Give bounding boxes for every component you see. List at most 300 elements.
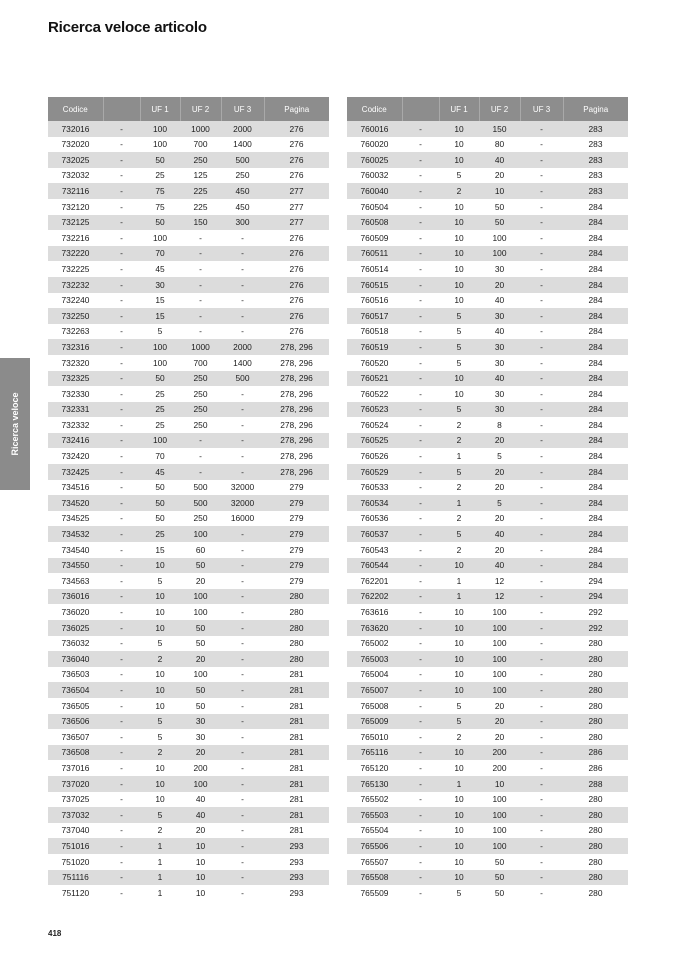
cell-codice: 732025 [48, 152, 103, 168]
table-row [347, 526, 628, 542]
cell-uf1: 10 [439, 620, 479, 636]
cell-blank: - [103, 885, 140, 901]
cell-uf1: 5 [439, 168, 479, 184]
cell-codice: 736507 [48, 729, 103, 745]
cell-uf3: - [520, 667, 563, 683]
cell-uf2: 50 [479, 885, 520, 901]
cell-uf2: 200 [180, 760, 221, 776]
cell-codice: 737020 [48, 776, 103, 792]
cell-uf3: - [221, 682, 264, 698]
cell-uf1: 10 [439, 230, 479, 246]
cell-uf2: 100 [479, 246, 520, 262]
cell-codice: 751016 [48, 838, 103, 854]
cell-blank: - [402, 729, 439, 745]
cell-uf1: 100 [140, 339, 180, 355]
table-row [48, 261, 329, 277]
cell-uf1: 10 [439, 636, 479, 652]
cell-codice: 732332 [48, 417, 103, 433]
cell-codice: 765008 [347, 698, 402, 714]
cell-uf2: - [180, 308, 221, 324]
cell-uf1: 5 [439, 698, 479, 714]
cell-uf3: - [221, 277, 264, 293]
cell-codice: 736025 [48, 620, 103, 636]
cell-pagina: 284 [563, 199, 628, 215]
table-row [48, 121, 329, 137]
header-codice: Codice [347, 97, 402, 121]
cell-pagina: 284 [563, 480, 628, 496]
table-row [48, 589, 329, 605]
cell-uf1: 1 [140, 838, 180, 854]
cell-blank: - [103, 433, 140, 449]
cell-uf3: 32000 [221, 480, 264, 496]
cell-blank: - [103, 558, 140, 574]
cell-uf3: 1400 [221, 137, 264, 153]
cell-uf3: 16000 [221, 511, 264, 527]
cell-uf2: 100 [479, 807, 520, 823]
cell-uf2: 20 [479, 277, 520, 293]
cell-uf2: 10 [180, 854, 221, 870]
cell-codice: 732240 [48, 293, 103, 309]
cell-uf1: 45 [140, 464, 180, 480]
cell-uf1: 5 [439, 402, 479, 418]
cell-pagina: 284 [563, 261, 628, 277]
cell-uf2: 100 [479, 604, 520, 620]
cell-blank: - [402, 152, 439, 168]
cell-pagina: 293 [264, 838, 329, 854]
cell-uf2: - [180, 324, 221, 340]
cell-codice: 732325 [48, 371, 103, 387]
cell-pagina: 280 [563, 823, 628, 839]
cell-uf1: 75 [140, 199, 180, 215]
table-row [48, 511, 329, 527]
cell-uf3: - [520, 277, 563, 293]
cell-uf1: 10 [439, 121, 479, 137]
cell-uf1: 5 [439, 526, 479, 542]
table-row [347, 417, 628, 433]
cell-blank: - [402, 667, 439, 683]
cell-pagina: 281 [264, 776, 329, 792]
cell-codice: 765009 [347, 714, 402, 730]
table-header-row [48, 97, 329, 121]
cell-uf3: - [520, 823, 563, 839]
cell-pagina: 283 [563, 137, 628, 153]
table-row [48, 776, 329, 792]
cell-pagina: 279 [264, 511, 329, 527]
cell-codice: 732032 [48, 168, 103, 184]
cell-uf2: 40 [479, 526, 520, 542]
cell-uf1: 5 [439, 714, 479, 730]
cell-uf1: 10 [140, 558, 180, 574]
cell-uf2: 250 [180, 402, 221, 418]
cell-codice: 760508 [347, 215, 402, 231]
cell-uf2: 200 [479, 760, 520, 776]
cell-codice: 760517 [347, 308, 402, 324]
cell-pagina: 276 [264, 121, 329, 137]
cell-uf3: - [520, 402, 563, 418]
cell-blank: - [402, 885, 439, 901]
cell-codice: 760509 [347, 230, 402, 246]
cell-blank: - [103, 215, 140, 231]
cell-codice: 736032 [48, 636, 103, 652]
cell-codice: 765120 [347, 760, 402, 776]
cell-uf3: - [221, 246, 264, 262]
cell-pagina: 281 [264, 792, 329, 808]
cell-uf1: 50 [140, 215, 180, 231]
cell-uf1: 10 [439, 199, 479, 215]
table-row [48, 308, 329, 324]
cell-blank: - [402, 823, 439, 839]
cell-uf2: 5 [479, 448, 520, 464]
table-row [48, 480, 329, 496]
cell-pagina: 278, 296 [264, 355, 329, 371]
cell-uf3: - [221, 604, 264, 620]
cell-uf2: 20 [479, 542, 520, 558]
cell-uf3: - [221, 760, 264, 776]
cell-uf3: - [221, 308, 264, 324]
cell-uf2: 125 [180, 168, 221, 184]
cell-uf1: 100 [140, 433, 180, 449]
table-row [347, 386, 628, 402]
cell-pagina: 280 [563, 870, 628, 886]
cell-uf2: 30 [479, 386, 520, 402]
cell-uf1: 10 [439, 261, 479, 277]
cell-pagina: 280 [563, 636, 628, 652]
cell-blank: - [103, 542, 140, 558]
cell-pagina: 279 [264, 480, 329, 496]
cell-blank: - [402, 402, 439, 418]
cell-uf3: - [520, 168, 563, 184]
cell-uf2: - [180, 433, 221, 449]
cell-blank: - [402, 261, 439, 277]
cell-blank: - [402, 137, 439, 153]
cell-uf1: 2 [140, 745, 180, 761]
cell-uf1: 2 [439, 542, 479, 558]
table-row [48, 729, 329, 745]
cell-uf2: 30 [479, 261, 520, 277]
cell-uf2: 50 [180, 620, 221, 636]
cell-uf1: 10 [439, 807, 479, 823]
cell-codice: 760526 [347, 448, 402, 464]
cell-uf1: 10 [439, 870, 479, 886]
cell-blank: - [103, 417, 140, 433]
page-title: Ricerca veloce articolo [48, 19, 207, 36]
cell-blank: - [103, 324, 140, 340]
table-row [48, 371, 329, 387]
cell-pagina: 283 [563, 168, 628, 184]
cell-uf2: 20 [180, 651, 221, 667]
table-row [347, 682, 628, 698]
cell-uf2: 8 [479, 417, 520, 433]
cell-pagina: 284 [563, 495, 628, 511]
cell-uf2: 10 [180, 885, 221, 901]
table-row [48, 636, 329, 652]
cell-pagina: 284 [563, 464, 628, 480]
cell-blank: - [103, 246, 140, 262]
cell-pagina: 284 [563, 542, 628, 558]
cell-uf2: 30 [479, 339, 520, 355]
table-row [347, 293, 628, 309]
cell-uf2: 150 [180, 215, 221, 231]
cell-codice: 732425 [48, 464, 103, 480]
cell-blank: - [103, 339, 140, 355]
cell-uf1: 25 [140, 526, 180, 542]
cell-codice: 732116 [48, 183, 103, 199]
cell-uf3: 500 [221, 152, 264, 168]
cell-uf3: - [520, 838, 563, 854]
cell-blank: - [103, 760, 140, 776]
cell-codice: 734525 [48, 511, 103, 527]
cell-uf1: 75 [140, 183, 180, 199]
cell-uf3: - [520, 589, 563, 605]
cell-uf3: - [221, 745, 264, 761]
cell-blank: - [103, 589, 140, 605]
cell-pagina: 284 [563, 246, 628, 262]
cell-pagina: 280 [563, 807, 628, 823]
cell-uf2: 40 [479, 558, 520, 574]
cell-uf2: 250 [180, 417, 221, 433]
cell-uf1: 10 [439, 682, 479, 698]
cell-uf2: 50 [479, 215, 520, 231]
cell-pagina: 284 [563, 371, 628, 387]
cell-uf1: 5 [439, 355, 479, 371]
cell-blank: - [402, 355, 439, 371]
cell-pagina: 284 [563, 433, 628, 449]
cell-blank: - [103, 495, 140, 511]
cell-blank: - [402, 371, 439, 387]
cell-uf2: 225 [180, 199, 221, 215]
cell-blank: - [402, 511, 439, 527]
cell-pagina: 284 [563, 386, 628, 402]
table-row [347, 308, 628, 324]
cell-uf2: 20 [479, 480, 520, 496]
cell-codice: 734516 [48, 480, 103, 496]
cell-uf3: - [221, 386, 264, 402]
cell-uf1: 10 [140, 589, 180, 605]
cell-uf3: - [520, 526, 563, 542]
table-row [48, 838, 329, 854]
table-row [48, 355, 329, 371]
cell-codice: 760524 [347, 417, 402, 433]
table-row [347, 667, 628, 683]
cell-pagina: 280 [563, 714, 628, 730]
cell-codice: 734532 [48, 526, 103, 542]
cell-uf3: - [520, 464, 563, 480]
cell-pagina: 283 [563, 152, 628, 168]
cell-uf3: - [221, 589, 264, 605]
cell-uf2: 20 [479, 698, 520, 714]
table-row [48, 870, 329, 886]
cell-pagina: 284 [563, 526, 628, 542]
cell-uf2: 100 [180, 526, 221, 542]
cell-pagina: 276 [264, 293, 329, 309]
cell-uf2: 225 [180, 183, 221, 199]
cell-uf1: 10 [140, 682, 180, 698]
table-row [347, 230, 628, 246]
cell-uf2: 40 [180, 792, 221, 808]
cell-blank: - [103, 620, 140, 636]
cell-codice: 732125 [48, 215, 103, 231]
cell-blank: - [402, 870, 439, 886]
cell-uf2: 100 [479, 651, 520, 667]
cell-codice: 736508 [48, 745, 103, 761]
cell-uf2: 100 [479, 792, 520, 808]
cell-blank: - [402, 386, 439, 402]
cell-uf2: 30 [479, 355, 520, 371]
cell-pagina: 284 [563, 308, 628, 324]
cell-uf3: - [520, 495, 563, 511]
cell-blank: - [103, 854, 140, 870]
cell-blank: - [402, 604, 439, 620]
cell-uf1: 10 [439, 137, 479, 153]
cell-uf2: 20 [479, 729, 520, 745]
cell-uf2: 250 [180, 386, 221, 402]
table-row [347, 885, 628, 901]
cell-pagina: 292 [563, 620, 628, 636]
cell-uf3: 450 [221, 199, 264, 215]
cell-codice: 737040 [48, 823, 103, 839]
cell-pagina: 280 [563, 651, 628, 667]
cell-blank: - [402, 558, 439, 574]
cell-pagina: 284 [563, 558, 628, 574]
cell-uf3: - [520, 417, 563, 433]
cell-uf1: 10 [439, 792, 479, 808]
cell-codice: 734550 [48, 558, 103, 574]
cell-blank: - [402, 215, 439, 231]
cell-uf3: - [520, 433, 563, 449]
cell-codice: 737025 [48, 792, 103, 808]
cell-uf2: 100 [479, 682, 520, 698]
cell-uf3: - [520, 870, 563, 886]
cell-blank: - [402, 854, 439, 870]
cell-pagina: 284 [563, 324, 628, 340]
cell-uf3: - [221, 261, 264, 277]
cell-blank: - [103, 137, 140, 153]
cell-codice: 734540 [48, 542, 103, 558]
cell-pagina: 284 [563, 448, 628, 464]
cell-uf3: - [520, 339, 563, 355]
cell-uf1: 5 [140, 729, 180, 745]
table-row [48, 885, 329, 901]
cell-uf3: - [520, 355, 563, 371]
cell-uf3: - [520, 542, 563, 558]
cell-uf1: 100 [140, 230, 180, 246]
cell-uf3: - [520, 121, 563, 137]
cell-uf2: 100 [180, 589, 221, 605]
cell-pagina: 293 [264, 870, 329, 886]
cell-uf2: 700 [180, 137, 221, 153]
cell-codice: 760504 [347, 199, 402, 215]
cell-uf1: 15 [140, 308, 180, 324]
cell-uf1: 1 [439, 495, 479, 511]
cell-blank: - [402, 573, 439, 589]
cell-codice: 765506 [347, 838, 402, 854]
side-section-tab[interactable] [0, 358, 30, 490]
cell-uf2: 20 [479, 464, 520, 480]
header-blank [103, 97, 140, 121]
cell-uf3: - [221, 838, 264, 854]
table-row [347, 433, 628, 449]
cell-pagina: 280 [264, 636, 329, 652]
cell-uf1: 5 [140, 807, 180, 823]
table-row [347, 636, 628, 652]
cell-pagina: 294 [563, 589, 628, 605]
cell-uf3: - [221, 885, 264, 901]
cell-uf3: - [520, 682, 563, 698]
cell-pagina: 280 [264, 604, 329, 620]
cell-pagina: 278, 296 [264, 433, 329, 449]
cell-pagina: 281 [264, 682, 329, 698]
cell-codice: 760520 [347, 355, 402, 371]
cell-uf3: - [221, 230, 264, 246]
cell-codice: 736020 [48, 604, 103, 620]
cell-uf3: - [520, 324, 563, 340]
cell-blank: - [402, 121, 439, 137]
cell-pagina: 278, 296 [264, 402, 329, 418]
header-uf3: UF 3 [520, 97, 563, 121]
cell-uf3: - [221, 636, 264, 652]
cell-uf2: 100 [479, 620, 520, 636]
cell-pagina: 284 [563, 277, 628, 293]
cell-codice: 765502 [347, 792, 402, 808]
cell-codice: 763616 [347, 604, 402, 620]
table-row [48, 745, 329, 761]
table-row [347, 168, 628, 184]
cell-blank: - [402, 589, 439, 605]
table-row [48, 495, 329, 511]
cell-blank: - [402, 168, 439, 184]
cell-uf2: 30 [180, 714, 221, 730]
cell-blank: - [402, 480, 439, 496]
cell-uf1: 25 [140, 168, 180, 184]
table-row [347, 371, 628, 387]
cell-uf2: 150 [479, 121, 520, 137]
cell-uf3: - [520, 230, 563, 246]
cell-pagina: 276 [264, 246, 329, 262]
cell-uf1: 50 [140, 511, 180, 527]
cell-codice: 760518 [347, 324, 402, 340]
cell-uf2: - [180, 261, 221, 277]
cell-uf1: 15 [140, 293, 180, 309]
cell-pagina: 281 [264, 714, 329, 730]
cell-uf1: 5 [439, 324, 479, 340]
cell-uf3: 300 [221, 215, 264, 231]
cell-uf1: 2 [439, 433, 479, 449]
cell-pagina: 280 [563, 667, 628, 683]
cell-uf3: - [520, 246, 563, 262]
table-row [347, 495, 628, 511]
cell-uf2: 200 [479, 745, 520, 761]
table-row [48, 152, 329, 168]
cell-uf3: - [520, 386, 563, 402]
cell-uf3: - [520, 448, 563, 464]
cell-uf1: 10 [140, 604, 180, 620]
table-row [347, 714, 628, 730]
cell-blank: - [402, 199, 439, 215]
cell-codice: 765003 [347, 651, 402, 667]
cell-uf3: - [221, 417, 264, 433]
cell-codice: 765508 [347, 870, 402, 886]
cell-uf3: - [221, 620, 264, 636]
cell-pagina: 280 [563, 698, 628, 714]
cell-pagina: 278, 296 [264, 417, 329, 433]
cell-pagina: 284 [563, 402, 628, 418]
cell-blank: - [103, 636, 140, 652]
cell-blank: - [402, 246, 439, 262]
cell-uf3: - [520, 308, 563, 324]
cell-uf1: 1 [140, 870, 180, 886]
cell-pagina: 276 [264, 137, 329, 153]
cell-uf1: 25 [140, 417, 180, 433]
